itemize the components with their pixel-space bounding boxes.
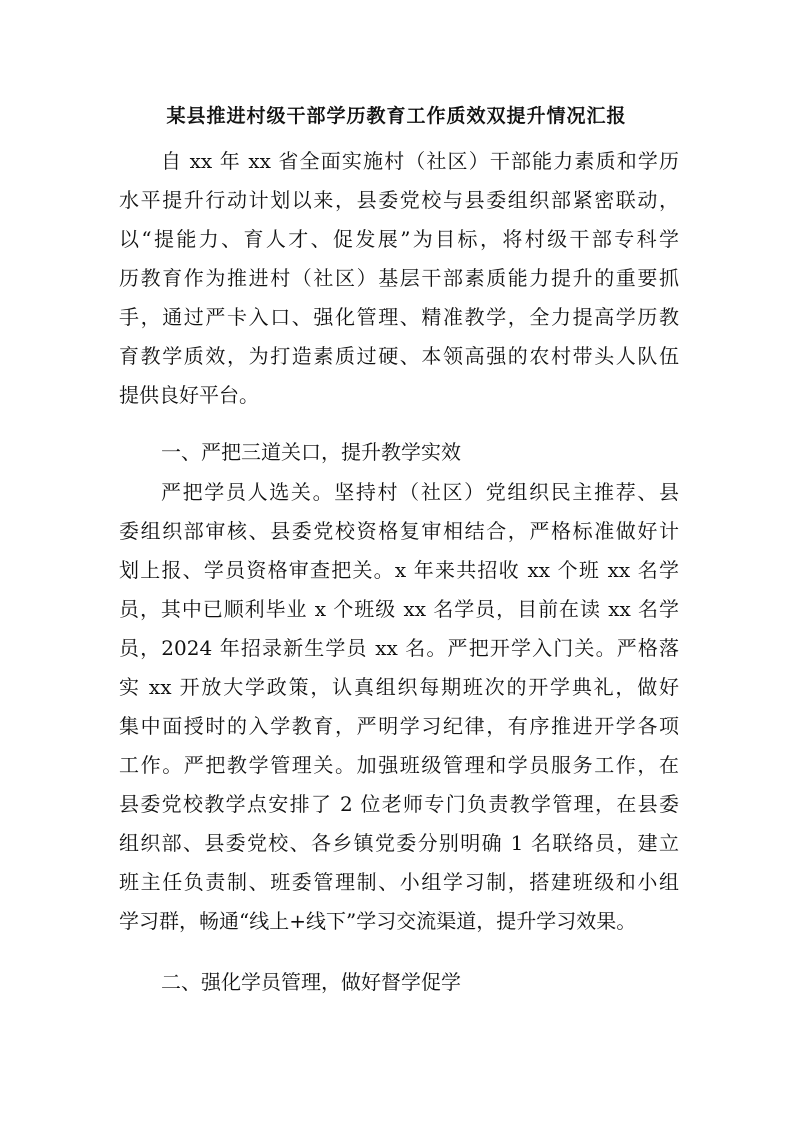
paragraph-line: 自 xx 年 xx 省全面实施村（社区）干部能力素质和学历 [161, 149, 679, 173]
paragraph-line: 组织部、县委党校、各乡镇党委分别明确 1 名联络员，建立 [119, 831, 679, 855]
paragraph-line: 育教学质效，为打造素质过硬、本领高强的农村带头人队伍 [119, 344, 679, 368]
paragraph-line: 手，通过严卡入口、强化管理、精准教学，全力提高学历教 [119, 305, 679, 329]
paragraph-line: 划上报、学员资格审查把关。x 年来共招收 xx 个班 xx 名学 [119, 558, 679, 582]
document-title: 某县推进村级干部学历教育工作质效双提升情况汇报 [166, 105, 627, 127]
paragraph-line: 员，2024 年招录新生学员 xx 名。严把开学入门关。严格落 [119, 636, 679, 660]
paragraph-line: 工作。严把教学管理关。加强班级管理和学员服务工作，在 [119, 753, 679, 777]
paragraph-line: 员，其中已顺利毕业 x 个班级 xx 名学员，目前在读 xx 名学 [119, 597, 679, 621]
paragraph-line: 严把学员人选关。坚持村（社区）党组织民主推荐、县 [161, 480, 679, 504]
paragraph-line: 以“提能力、育人才、促发展”为目标，将村级干部专科学 [119, 227, 679, 251]
paragraph-line: 学习群，畅通“线上+线下”学习交流渠道，提升学习效果。 [119, 909, 637, 933]
paragraph-line: 县委党校教学点安排了 2 位老师专门负责教学管理，在县委 [119, 792, 679, 816]
paragraph-line: 历教育作为推进村（社区）基层干部素质能力提升的重要抓 [119, 266, 679, 290]
paragraph-line: 实 xx 开放大学政策，认真组织每期班次的开学典礼，做好 [119, 675, 679, 699]
section-heading: 一、严把三道关口，提升教学实效 [161, 440, 461, 464]
paragraph-line: 水平提升行动计划以来，县委党校与县委组织部紧密联动， [119, 188, 679, 212]
paragraph-line: 集中面授时的入学教育，严明学习纪律，有序推进开学各项 [119, 714, 679, 738]
paragraph-line: 提供良好平台。 [119, 383, 259, 407]
section-heading: 二、强化学员管理，做好督学促学 [161, 970, 461, 994]
paragraph-line: 班主任负责制、班委管理制、小组学习制，搭建班级和小组 [119, 870, 679, 894]
paragraph-line: 委组织部审核、县委党校资格复审相结合，严格标准做好计 [119, 519, 679, 543]
